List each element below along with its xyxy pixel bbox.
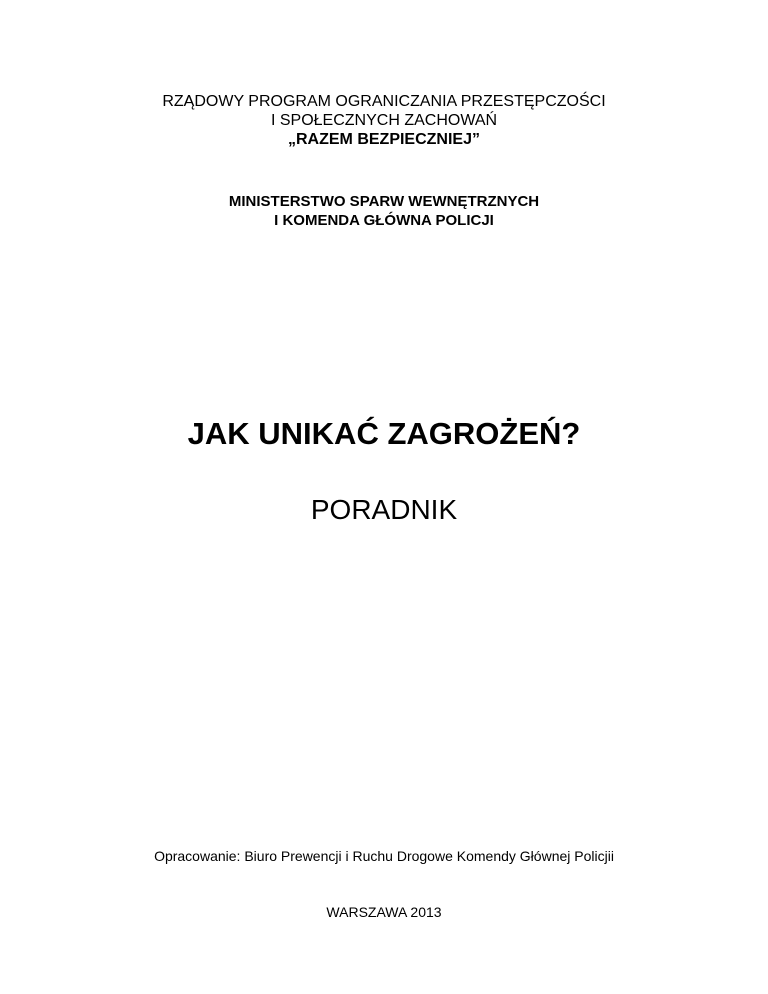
document-subtitle: PORADNIK — [310, 494, 458, 525]
program-title-line-2: I SPOŁECZNYCH ZACHOWAŃ — [270, 112, 498, 129]
authorship-note: Opracowanie: Biuro Prewencji i Ruchu Drogowe Komendy Głównej Policjii — [154, 848, 614, 864]
ministry-line-1: MINISTERSTWO SPARW WEWNĘTRZNYCH — [228, 193, 540, 210]
program-name: „RAZEM BEZPIECZNIEJ” — [287, 131, 480, 148]
program-title-line-1: RZĄDOWY PROGRAM OGRANICZANIA PRZESTĘPCZOŚCI — [162, 93, 606, 110]
document-title: JAK UNIKAĆ ZAGROŻEŃ? — [187, 416, 581, 451]
place-and-year: WARSZAWA 2013 — [326, 904, 442, 920]
ministry-line-2: I KOMENDA GŁÓWNA POLICJI — [274, 212, 494, 229]
